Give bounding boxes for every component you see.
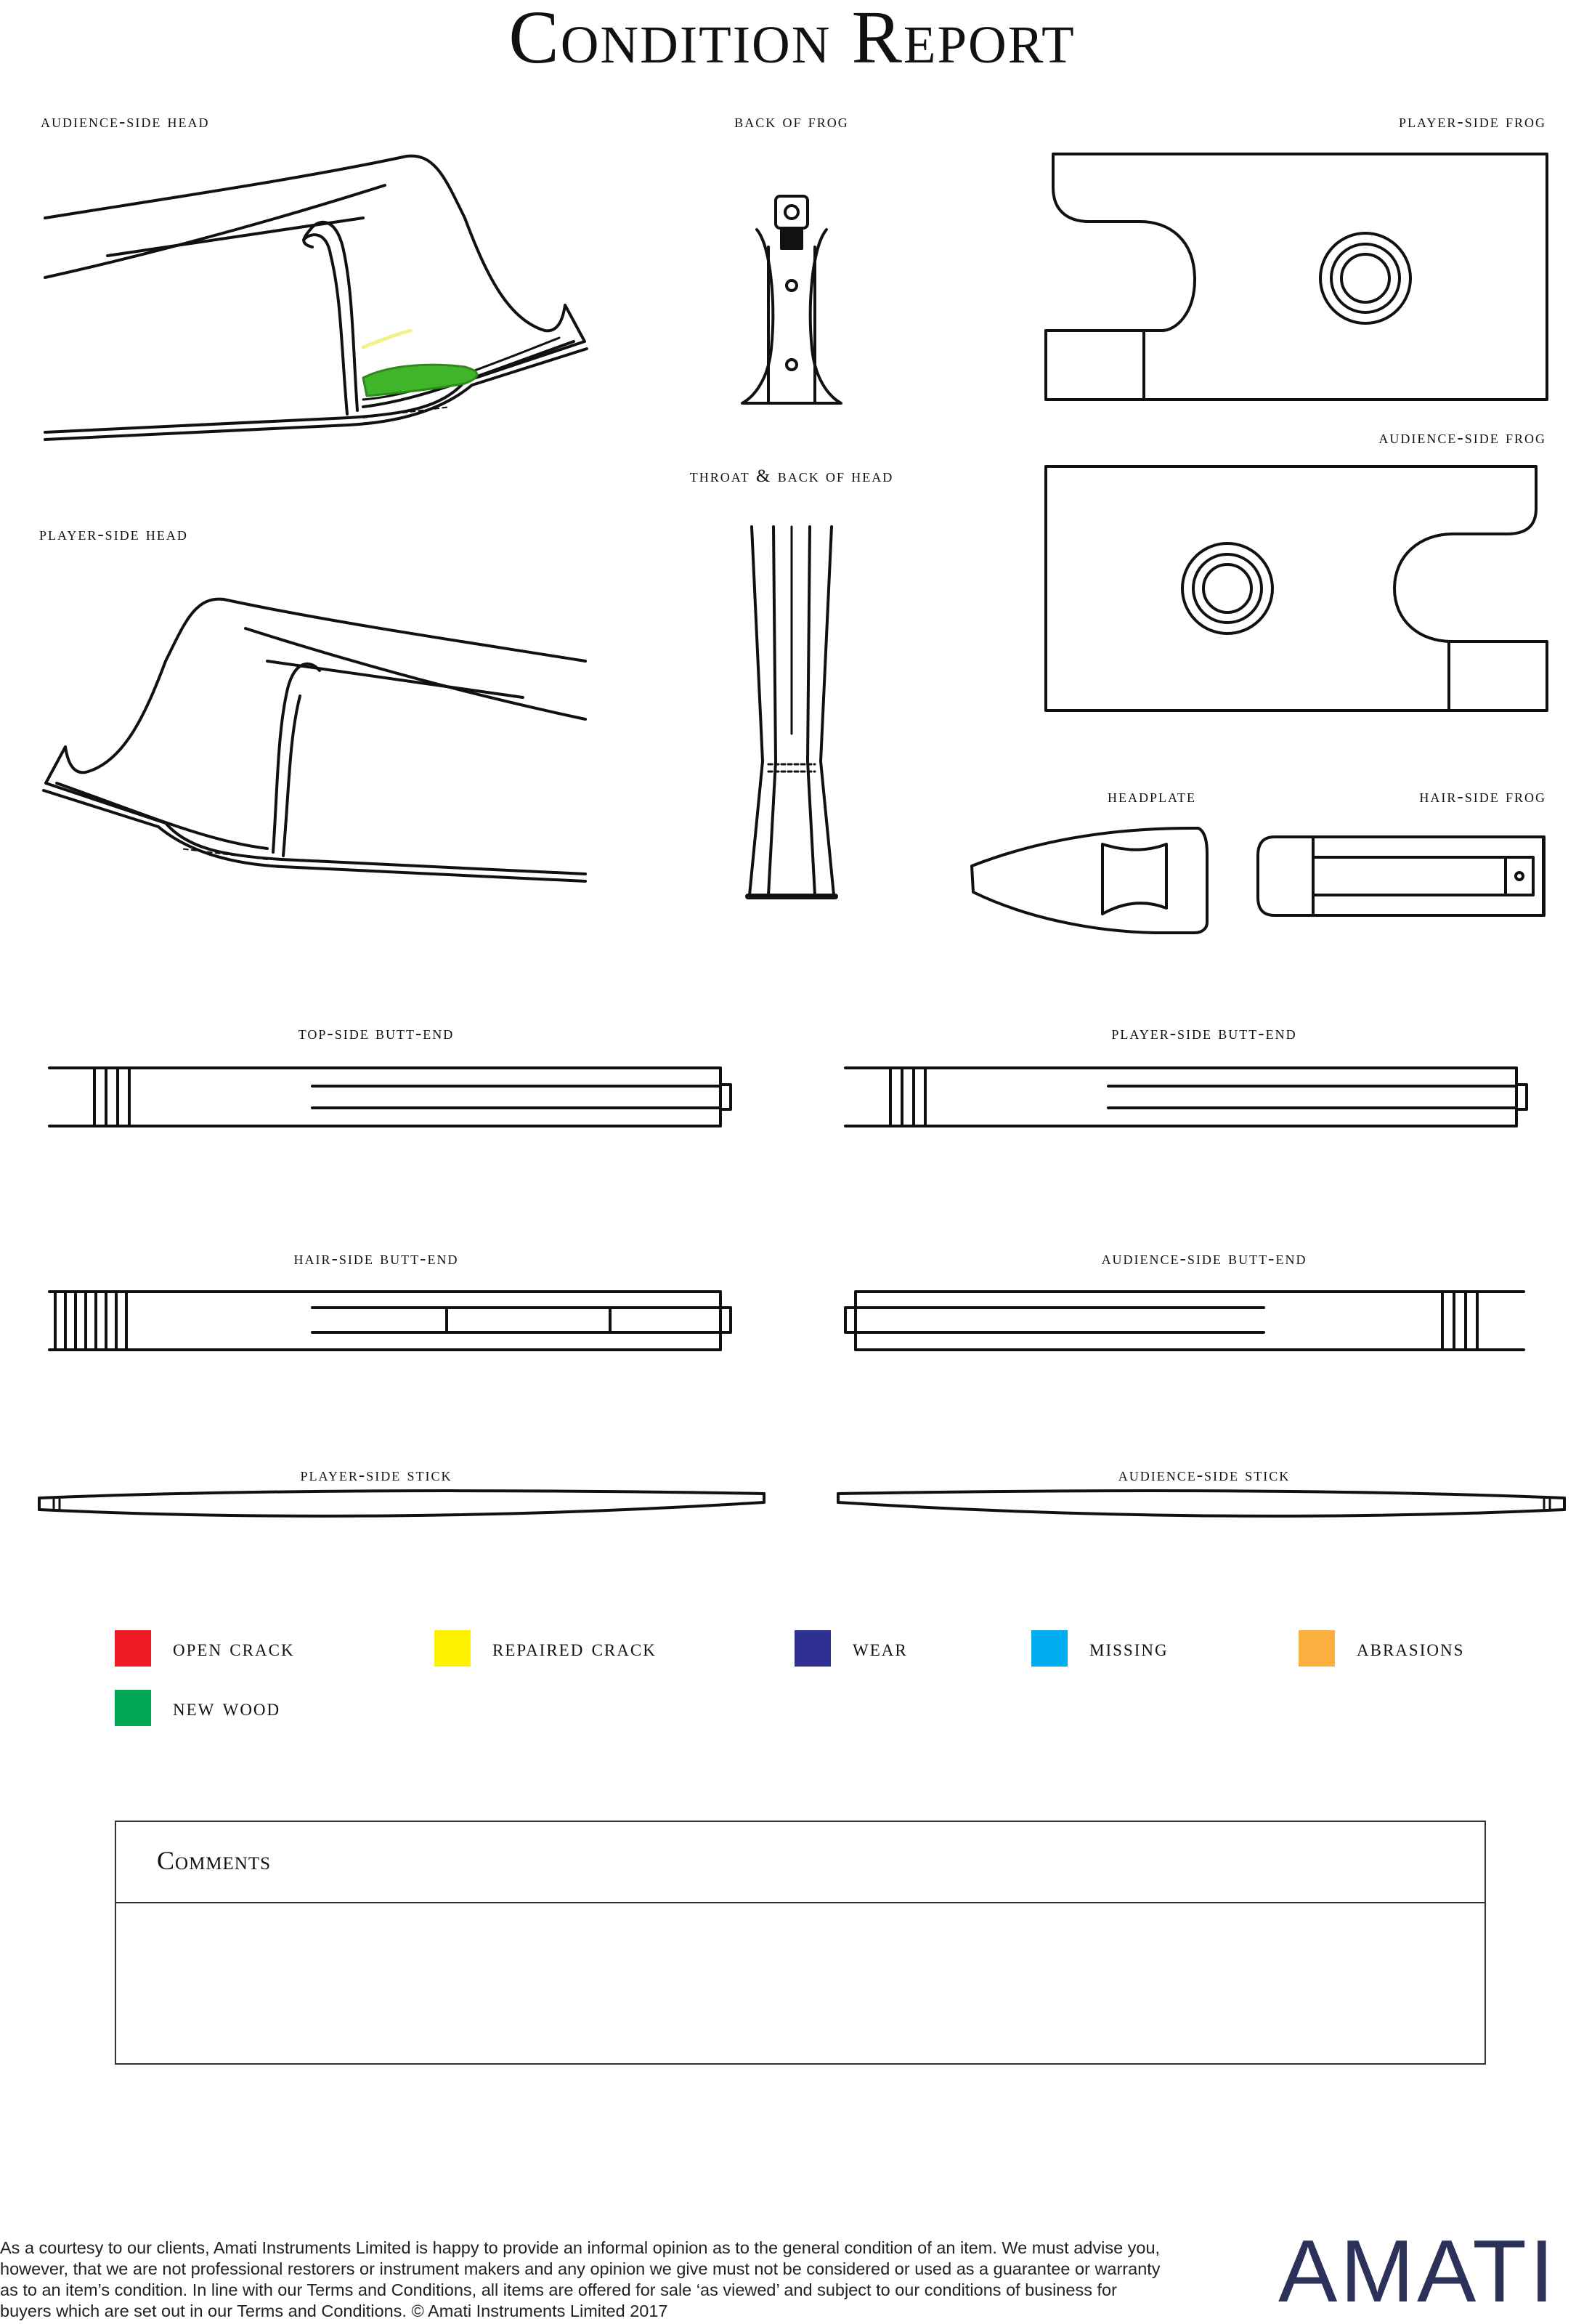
label-hair-side-frog: hair-side frog — [1419, 787, 1546, 806]
throat-back-of-head-diagram[interactable] — [748, 527, 835, 896]
amati-logo: AMATI — [1278, 2222, 1557, 2320]
legend-label: wear — [853, 1635, 908, 1661]
back-of-frog-diagram[interactable] — [742, 196, 841, 403]
legend-open-crack — [115, 1630, 295, 1667]
comments-title: Comments — [157, 1846, 272, 1875]
legend-repaired-crack — [434, 1630, 657, 1667]
legend-abrasions — [1299, 1630, 1464, 1667]
legend-swatch-cyan — [1031, 1630, 1068, 1667]
label-throat-back-of-head: throat & back of head — [689, 466, 894, 486]
label-audience-side-frog: audience-side frog — [1378, 428, 1546, 448]
label-player-side-stick: player-side stick — [300, 1465, 452, 1485]
disclaimer-text: As a courtesy to our clients, Amati Instruments Limited is happy to provide an informal opinion as to the general condition of an item. We must advise you, however, that we are not professional restorers or instrument makers and any opinion we give must not be considered or used as a guarantee or warranty as to an item’s condition. In line with our Terms and Conditions, all items are offered for sale ‘as viewed’ and subject to our conditions of business for buyers which are set out in our Terms and Conditions. © Amati Instruments Limited 2017 — [0, 2238, 1161, 2320]
comments-header — [116, 1822, 1485, 1903]
player-side-head-diagram[interactable] — [44, 599, 585, 881]
audience-side-butt-end-diagram[interactable] — [845, 1292, 1524, 1350]
legend-label: missing — [1089, 1635, 1169, 1661]
hair-side-butt-end-diagram[interactable] — [49, 1292, 731, 1350]
legend-label: new wood — [173, 1694, 281, 1721]
legend-swatch-yellow — [434, 1630, 471, 1667]
label-back-of-frog: back of frog — [734, 112, 849, 131]
label-audience-side-head: audience-side head — [41, 112, 210, 131]
label-player-side-head: player-side head — [39, 525, 188, 544]
label-audience-side-butt-end: audience-side butt-end — [1101, 1249, 1307, 1268]
label-hair-side-butt-end: hair-side butt-end — [293, 1249, 459, 1268]
player-side-frog-diagram[interactable] — [1046, 154, 1547, 400]
page-title: Condition Report — [508, 0, 1076, 79]
legend-swatch-red — [115, 1630, 151, 1667]
legend-label: abrasions — [1357, 1635, 1465, 1661]
audience-side-frog-diagram[interactable] — [1046, 466, 1547, 710]
player-side-stick-diagram[interactable] — [39, 1491, 764, 1516]
label-player-side-butt-end: player-side butt-end — [1111, 1024, 1297, 1043]
legend-wear — [795, 1630, 908, 1667]
top-side-butt-end-diagram[interactable] — [49, 1068, 731, 1126]
repaired-crack-mark[interactable] — [363, 331, 410, 347]
legend-missing — [1031, 1630, 1169, 1667]
legend-swatch-navy — [795, 1630, 831, 1667]
player-side-butt-end-diagram[interactable] — [845, 1068, 1527, 1126]
legend-swatch-orange — [1299, 1630, 1335, 1667]
legend-label: repaired crack — [492, 1635, 657, 1661]
legend-swatch-green — [115, 1690, 151, 1726]
label-audience-side-stick: audience-side stick — [1118, 1465, 1291, 1485]
audience-side-head-diagram[interactable] — [45, 156, 587, 440]
label-player-side-frog: player-side frog — [1399, 112, 1546, 131]
label-top-side-butt-end: top-side butt-end — [298, 1024, 455, 1043]
hair-side-frog-diagram[interactable] — [1258, 837, 1544, 915]
new-wood-mark[interactable] — [363, 365, 477, 396]
comments-box — [115, 1821, 1486, 2065]
audience-side-stick-diagram[interactable] — [838, 1491, 1564, 1516]
legend-new-wood — [115, 1690, 280, 1726]
comments-field[interactable] — [116, 1903, 1485, 2063]
legend-label: open crack — [173, 1635, 295, 1661]
label-headplate: headplate — [1108, 787, 1196, 806]
headplate-diagram[interactable] — [972, 828, 1207, 933]
